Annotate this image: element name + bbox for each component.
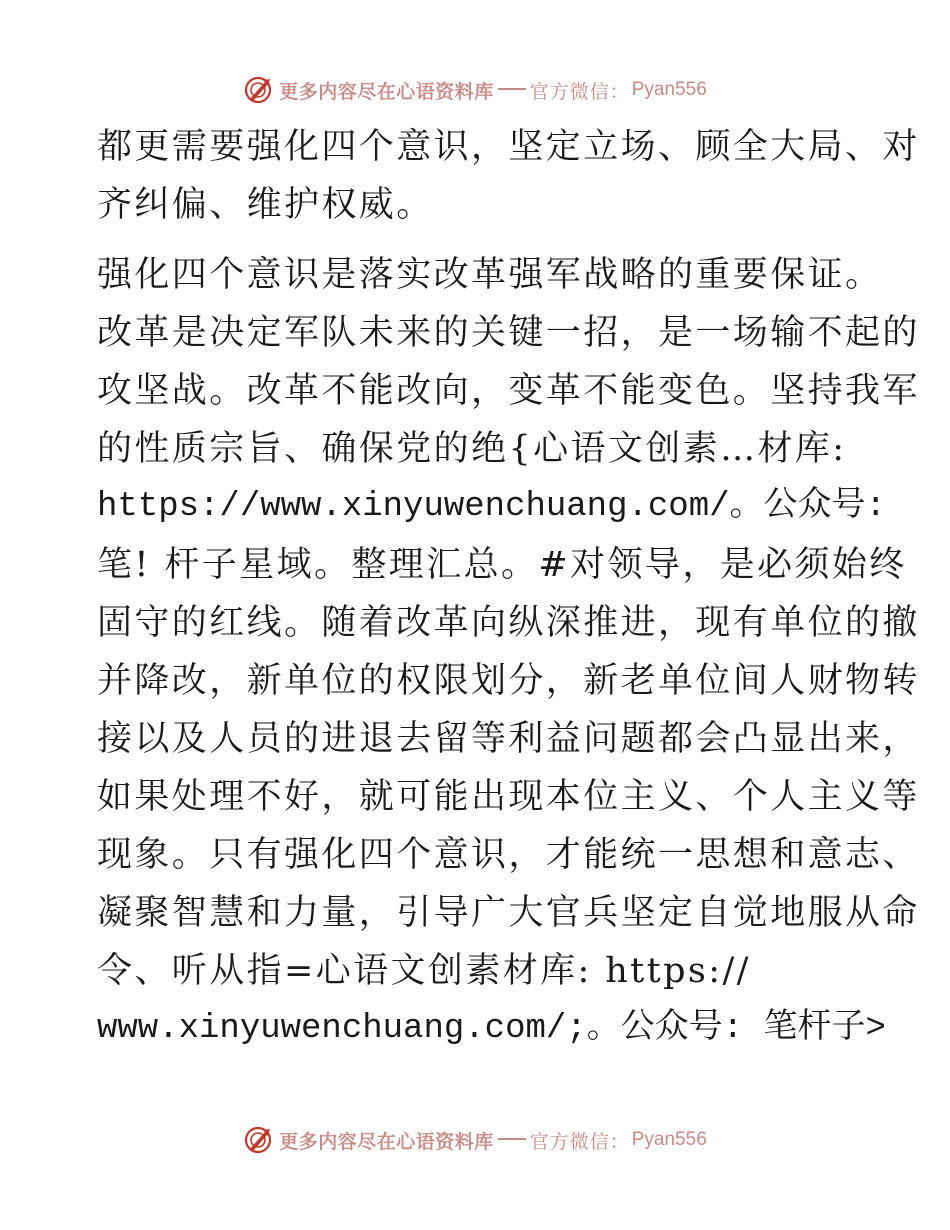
- text-line-url: www.xinyuwenchuang.com/;。公众号: 笔杆子>: [97, 1010, 886, 1048]
- banner-wechat-id: Pyan556: [631, 79, 707, 100]
- article-body: [97, 118, 920, 1058]
- text-line: 固守的红线。随着改革向纵深推进，现有单位的撤: [97, 603, 920, 643]
- text-line: 改革是决定军队未来的关键一招，是一场输不起的: [97, 313, 920, 353]
- text-line: 齐纠偏、维护权威。: [97, 185, 434, 225]
- text-line: 如果处理不好，就可能出现本位主义、个人主义等: [97, 777, 920, 817]
- banner-main-text: 更多内容尽在心语资料库: [279, 80, 494, 103]
- text-line: 的性质宗旨、确保党的绝{心语文创素…材库:: [97, 429, 847, 469]
- text-line: 并降改，新单位的权限划分，新老单位间人财物转: [97, 661, 920, 701]
- text-line: 强化四个意识是落实改革强军战略的重要保证。: [97, 255, 883, 295]
- banner-dash: [498, 88, 526, 90]
- footer-banner: [0, 1120, 950, 1160]
- banner-dash: [498, 1138, 526, 1140]
- text-line: 都更需要强化四个意识，坚定立场、顾全大局、对: [97, 127, 920, 167]
- text-line: 凝聚智慧和力量，引导广大官兵坚定自觉地服从命: [97, 893, 920, 933]
- text-line: 接以及人员的进退去留等利益问题都会凸显出来，: [97, 719, 920, 759]
- banner-official-label: 官方微信：: [529, 1130, 630, 1153]
- text-line: 令、听从指=心语文创素材库: https://: [97, 951, 751, 991]
- text-line: 现象。只有强化四个意识，才能统一思想和意志、: [97, 835, 920, 875]
- text-line-url: https://www.xinyuwenchuang.com/。公众号:: [97, 488, 886, 526]
- text-line: 笔! 杆子星域。整理汇总。#对领导，是必须始终: [97, 545, 907, 585]
- text-line: 攻坚战。改革不能改向，变革不能变色。坚持我军: [97, 371, 920, 411]
- banner-main-text: 更多内容尽在心语资料库: [279, 1130, 494, 1153]
- quill-circle-logo-icon: [243, 1125, 273, 1155]
- header-banner: [0, 70, 950, 110]
- banner-official-label: 官方微信：: [529, 80, 630, 103]
- quill-circle-logo-icon: [243, 75, 273, 105]
- banner-wechat-id: Pyan556: [631, 1129, 707, 1150]
